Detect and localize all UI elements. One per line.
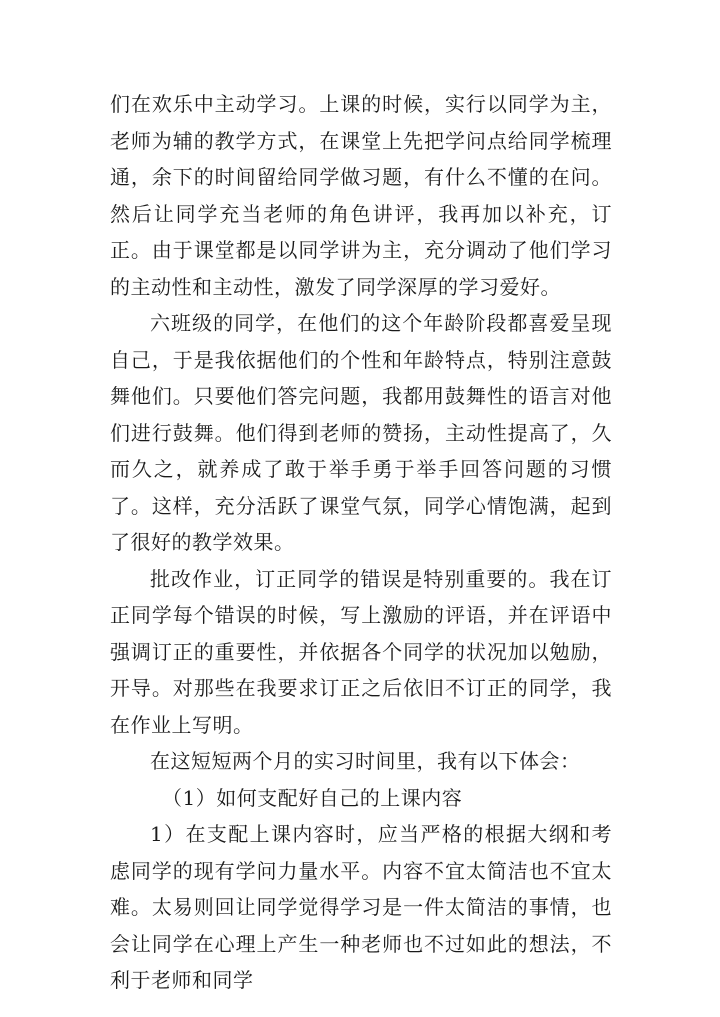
paragraph-3: 批改作业，订正同学的错误是特别重要的。我在订正同学每个错误的时候，写上激励的评语，并在评语中强调订正的重要性，并依据各个同学的状况加以勉励，开导。对那些在我要求订正之后依旧不订正的同学，我在作业上写明。 — [110, 566, 612, 737]
paragraph-5: 1）在支配上课内容时，应当严格的根据大纲和考虑同学的现有学问力量水平。内容不宜太简洁也不宜太难。太易则回让同学觉得学习是一件太简洁的事情，也会让同学在心理上产生一种老师也不过如此的想法，不利于老师和同学 — [110, 822, 612, 992]
paragraph-4: 在这短短两个月的实习时间里，我有以下体会： — [150, 749, 581, 773]
document-page — [110, 86, 612, 999]
paragraph-2: 六班级的同学，在他们的这个年龄阶段都喜爱呈现自己，于是我依据他们的个性和年龄特点，特别注意鼓舞他们。只要他们答完问题，我都用鼓舞性的语言对他们进行鼓舞。他们得到老师的赞扬，主动性提高了，久而久之，就养成了敢于举手勇于举手回答问题的习惯了。这样，充分活跃了课堂气氛，同学心情饱满，起到了很好的教学效果。 — [110, 311, 612, 554]
paragraph-1: 们在欢乐中主动学习。上课的时候，实行以同学为主，老师为辅的教学方式，在课堂上先把学问点给同学梳理通，余下的时间留给同学做习题，有什么不懂的在问。然后让同学充当老师的角色讲评，我再加以补充，订正。由于课堂都是以同学讲为主，充分调动了他们学习的主动性和主动性，激发了同学深厚的学习爱好。 — [110, 92, 612, 299]
section-heading: （1）如何支配好自己的上课内容 — [162, 785, 463, 810]
